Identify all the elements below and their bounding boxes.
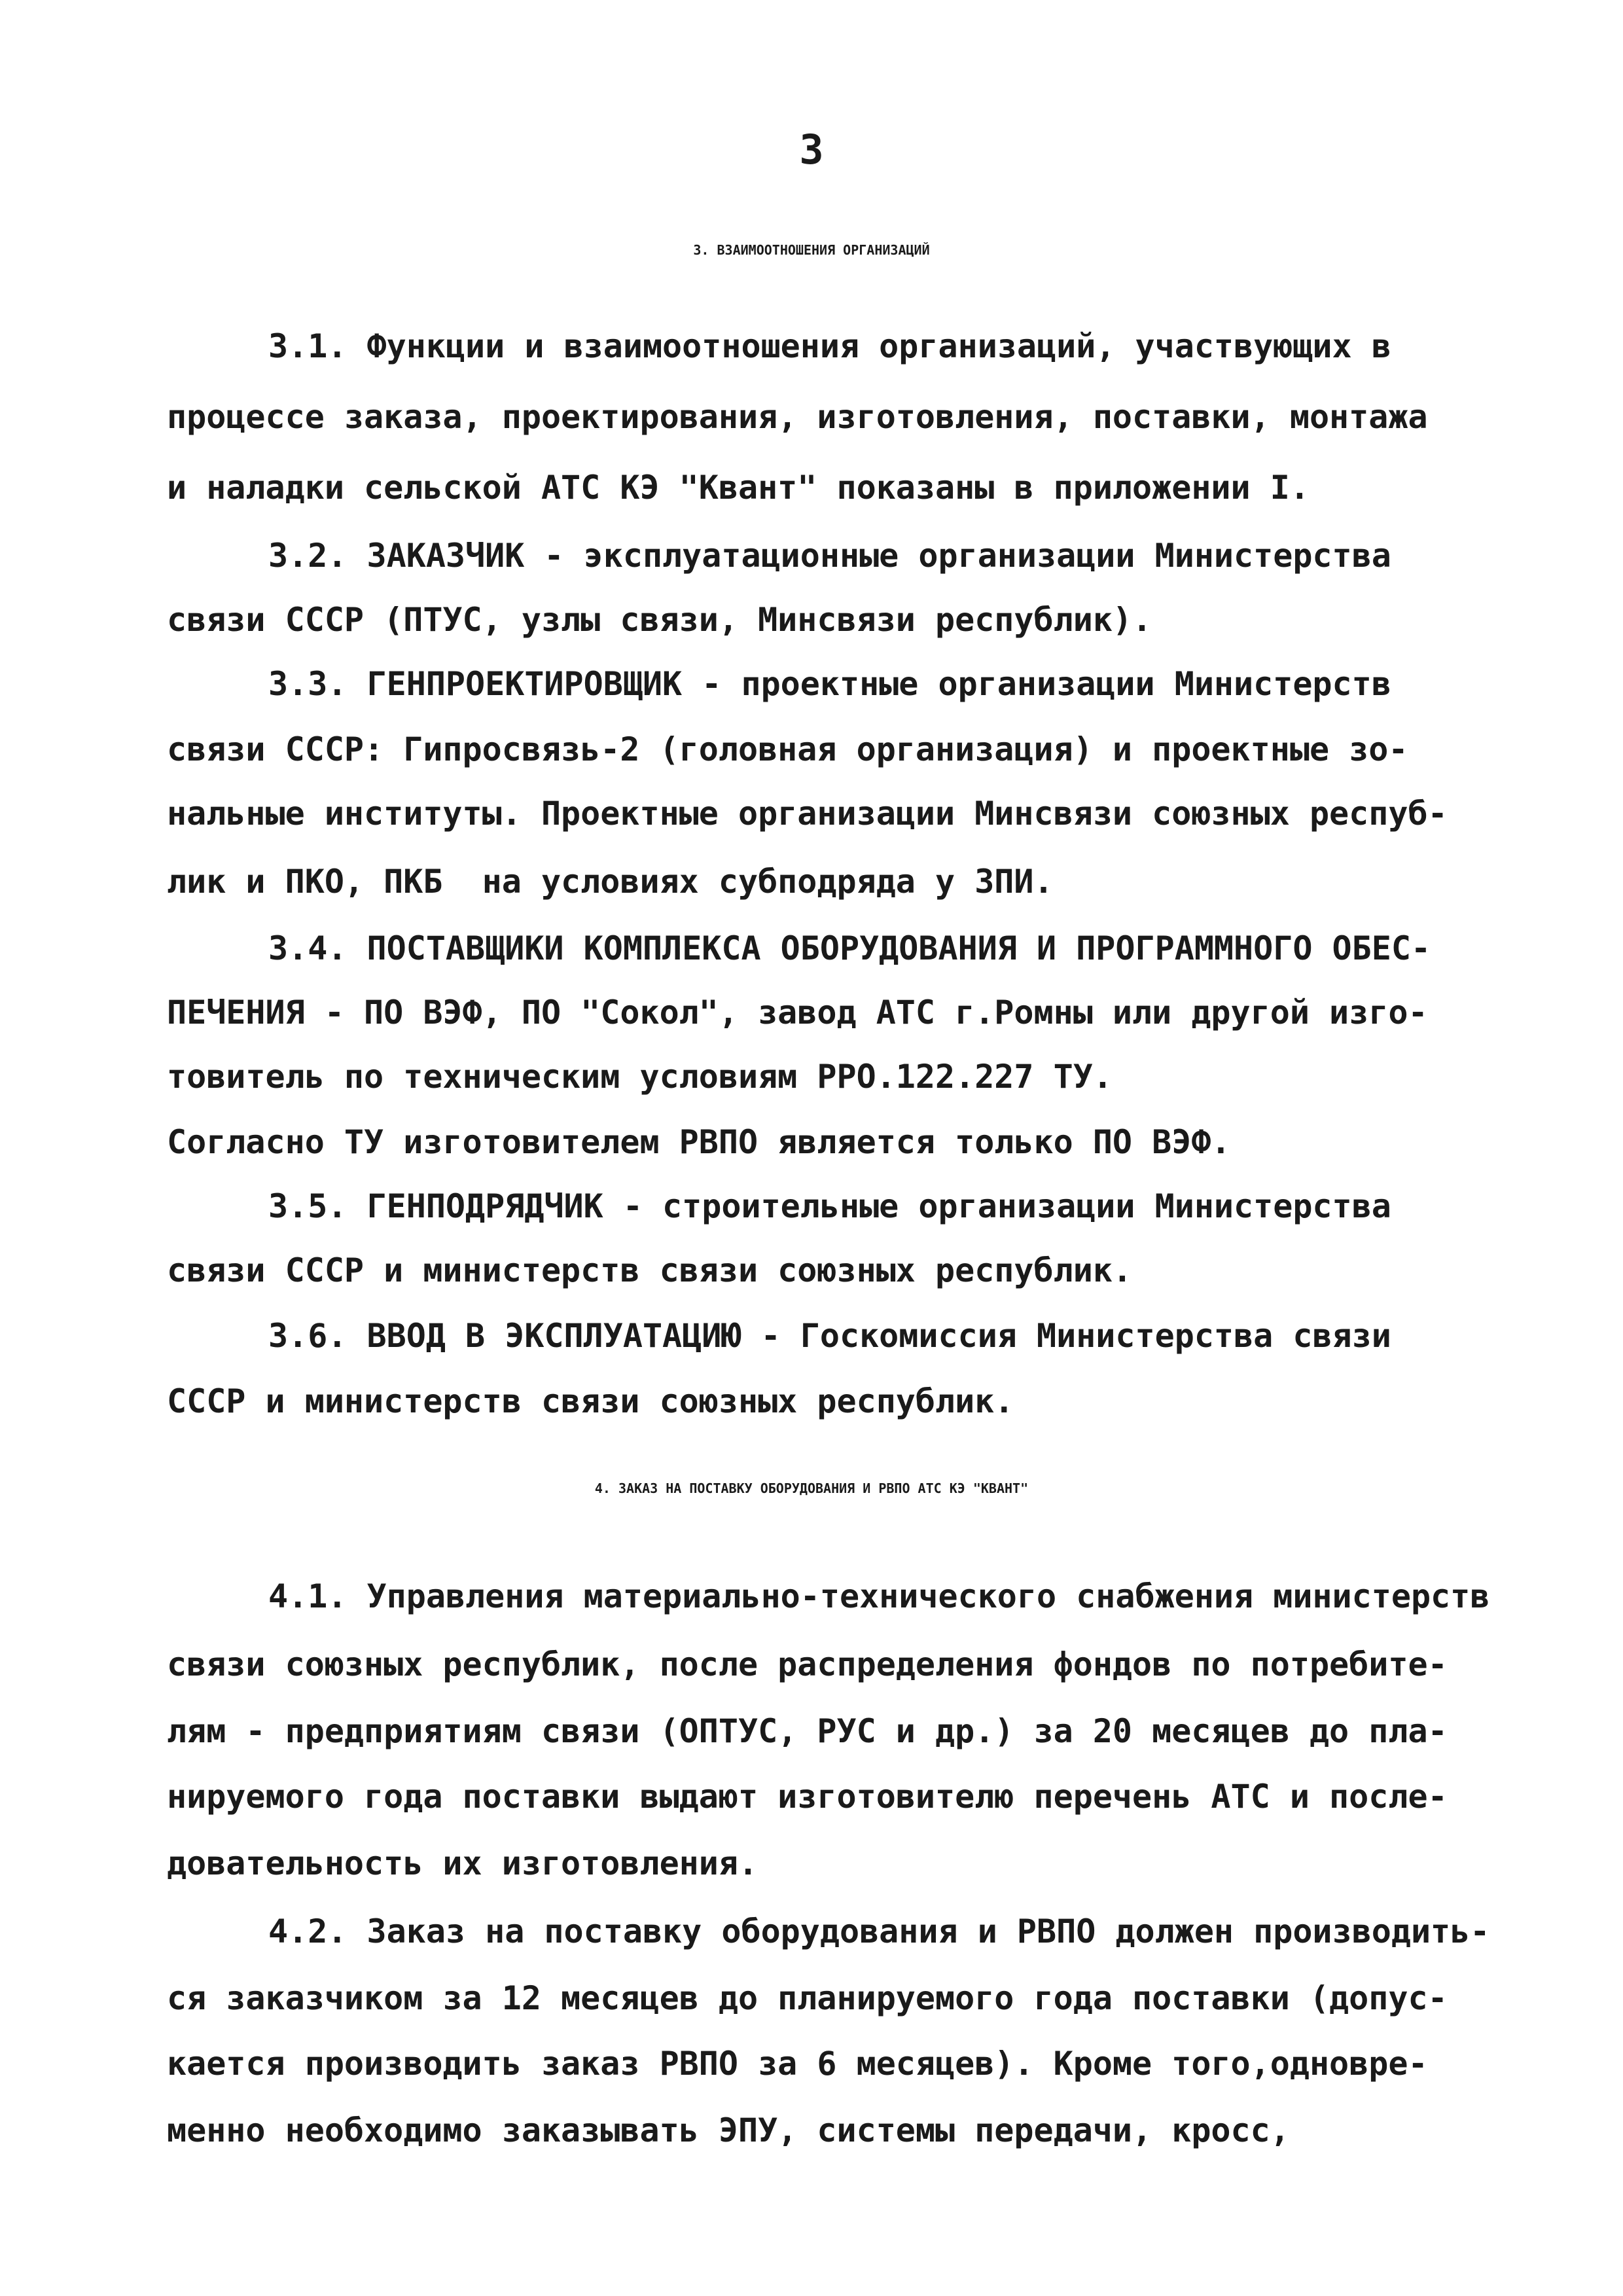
paragraph-4-1-line-2: связи союзных республик, после распределения фондов по потребите-: [167, 1645, 1448, 1683]
paragraph-3-3-line-3: нальные институты. Проектные организации Минсвязи союзных респуб-: [167, 795, 1448, 833]
paragraph-3-4-line-2: ПЕЧЕНИЯ - ПО ВЭФ, ПО "Сокол", завод АТС г.Ромны или другой изго-: [167, 994, 1428, 1031]
paragraph-3-2-line-2: связи СССР (ПТУС, узлы связи, Минсвязи республик).: [167, 601, 1152, 639]
paragraph-4-1-line-5: довательность их изготовления.: [167, 1844, 758, 1882]
paragraph-4-2-line-1: 4.2. Заказ на поставку оборудования и РВПО должен производить-: [268, 1912, 1490, 1950]
paragraph-3-5-line-1: 3.5. ГЕНПОДРЯДЧИК - строительные организации Министерства: [268, 1187, 1391, 1225]
section-3-heading: 3. ВЗАИМООТНОШЕНИЯ ОРГАНИЗАЦИЙ: [693, 242, 930, 258]
paragraph-4-2-line-4: менно необходимо заказывать ЭПУ, системы передачи, кросс,: [167, 2111, 1290, 2149]
paragraph-4-1-line-4: нируемого года поставки выдают изготовителю перечень АТС и после-: [167, 1778, 1448, 1816]
paragraph-3-3-line-4: лик и ПКО, ПКБ на условиях субподряда у ЗПИ.: [167, 863, 1054, 901]
paragraph-3-3-line-1: 3.3. ГЕНПРОЕКТИРОВЩИК - проектные организации Министерств: [268, 665, 1391, 703]
paragraph-3-5-line-2: связи СССР и министерств связи союзных республик.: [167, 1251, 1133, 1289]
paragraph-3-6-line-2: СССР и министерств связи союзных республик.: [167, 1382, 1014, 1420]
paragraph-4-2-line-2: ся заказчиком за 12 месяцев до планируемого года поставки (допус-: [167, 1979, 1448, 2017]
paragraph-4-2-line-3: кается производить заказ РВПО за 6 месяцев). Кроме того,одновре-: [167, 2045, 1428, 2083]
paragraph-3-1-line-1: 3.1. Функции и взаимоотношения организаций, участвующих в: [268, 327, 1391, 365]
paragraph-3-4-line-4: Согласно ТУ изготовителем РВПО является только ПО ВЭФ.: [167, 1123, 1231, 1161]
page-number: 3: [799, 126, 824, 173]
section-4-heading: 4. ЗАКАЗ НА ПОСТАВКУ ОБОРУДОВАНИЯ И РВПО АТС КЭ "КВАНТ": [594, 1480, 1029, 1496]
paragraph-3-2-line-1: 3.2. ЗАКАЗЧИК - эксплуатационные организации Министерства: [268, 537, 1391, 575]
paragraph-3-3-line-2: связи СССР: Гипросвязь-2 (головная организация) и проектные зо-: [167, 730, 1408, 768]
paragraph-3-1-line-3: и наладки сельской АТС КЭ "Квант" показаны в приложении I.: [167, 469, 1310, 507]
paragraph-3-4-line-3: товитель по техническим условиям РРО.122.227 ТУ.: [167, 1058, 1113, 1096]
paragraph-3-6-line-1: 3.6. ВВОД В ЭКСПЛУАТАЦИЮ - Госкомиссия Министерства связи: [268, 1317, 1391, 1355]
paragraph-4-1-line-3: лям - предприятиям связи (ОПТУС, РУС и др.) за 20 месяцев до пла-: [167, 1712, 1448, 1750]
paragraph-4-1-line-1: 4.1. Управления материально-технического снабжения министерств: [268, 1577, 1490, 1615]
paragraph-3-1-line-2: процессе заказа, проектирования, изготовления, поставки, монтажа: [167, 398, 1428, 436]
paragraph-3-4-line-1: 3.4. ПОСТАВЩИКИ КОМПЛЕКСА ОБОРУДОВАНИЯ И ПРОГРАММНОГО ОБЕС-: [268, 929, 1431, 967]
